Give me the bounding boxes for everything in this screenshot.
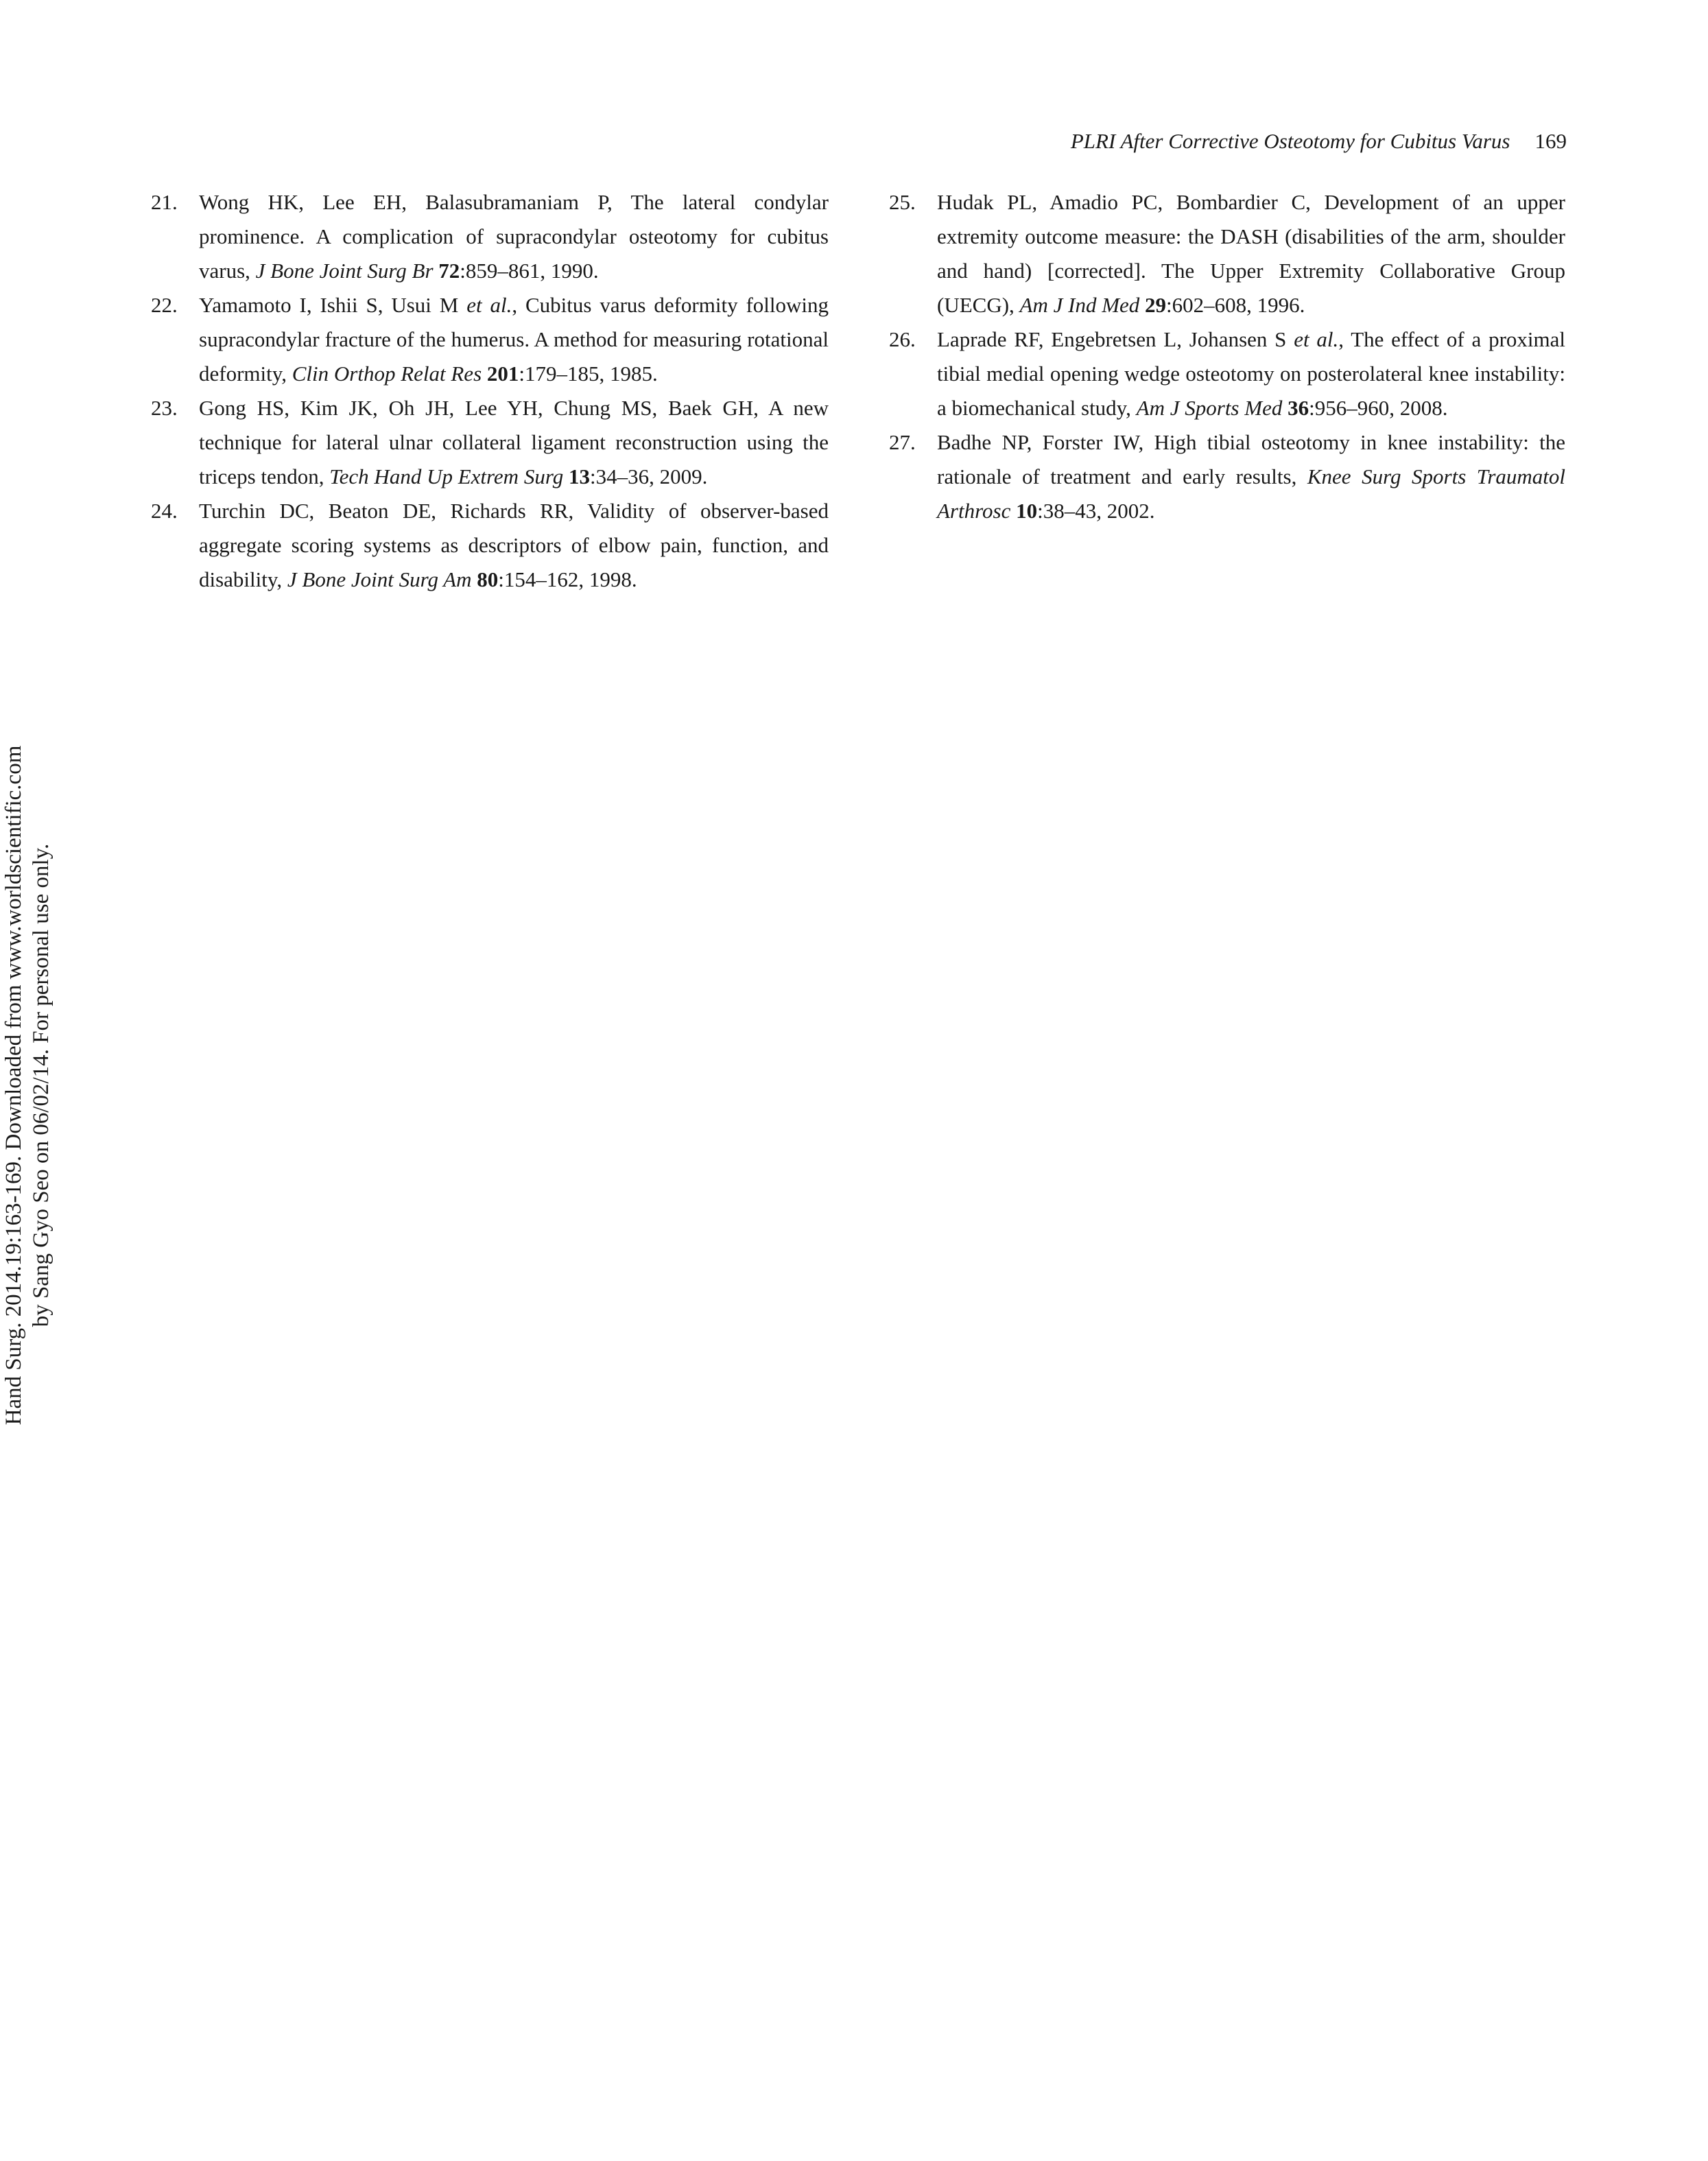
reference-et-al: et al.	[1294, 327, 1339, 351]
reference-journal: J Bone Joint Surg Br	[255, 259, 434, 283]
reference-pages: :154–162, 1998.	[498, 567, 637, 591]
reference-pages: :179–185, 1985.	[519, 362, 658, 386]
reference-et-al: et al.	[466, 293, 512, 317]
reference-volume: 72	[438, 259, 460, 283]
reference-volume: 10	[1016, 499, 1038, 523]
reference-pages: :859–861, 1990.	[460, 259, 599, 283]
reference-authors: Wong HK, Lee EH, Balasubramaniam P, The lateral condylar prominence. A complication of supracondylar osteotomy for cubitus varus,	[199, 190, 829, 283]
running-head	[1071, 128, 1567, 155]
reference-pages: :956–960, 2008.	[1309, 396, 1448, 420]
references-column-left	[151, 185, 829, 597]
reference-number: 25.	[889, 190, 916, 214]
reference-volume: 29	[1145, 293, 1167, 317]
reference-authors: Gong HS, Kim JK, Oh JH, Lee YH, Chung MS, Baek GH, A new technique for lateral ulnar collateral ligament reconstruction using the triceps tendon,	[199, 396, 829, 488]
reference-volume: 80	[477, 567, 499, 591]
download-notice	[0, 742, 55, 1428]
reference-journal: Clin Orthop Relat Res	[292, 362, 482, 386]
page-number: 169	[1534, 129, 1567, 153]
reference-item	[889, 425, 1565, 528]
reference-number: 21.	[151, 190, 178, 214]
reference-item	[151, 391, 829, 494]
reference-authors: Hudak PL, Amadio PC, Bombardier C, Development of an upper extremity outcome measure: the DASH (disabilities of the arm, shoulder and hand) [corrected]. The Upper Extremity Collaborative Group (UECG),	[937, 190, 1565, 317]
reference-journal: Tech Hand Up Extrem Surg	[329, 464, 564, 488]
download-notice-line-2: by Sang Gyo Seo on 06/02/14. For personal use only.	[29, 843, 54, 1327]
reference-number: 26.	[889, 327, 916, 351]
reference-number: 27.	[889, 430, 916, 454]
reference-journal: J Bone Joint Surg Am	[287, 567, 472, 591]
reference-item	[151, 288, 829, 391]
reference-journal: Am J Sports Med	[1136, 396, 1283, 420]
references-column-right	[889, 185, 1565, 528]
reference-authors: Laprade RF, Engebretsen L, Johansen S	[937, 327, 1287, 351]
reference-volume: 201	[486, 362, 519, 386]
reference-authors: Turchin DC, Beaton DE, Richards RR, Validity of observer-based aggregate scoring systems as descriptors of elbow pain, function, and disability,	[199, 499, 829, 591]
download-notice-line-1: Hand Surg. 2014.19:163-169. Downloaded from www.worldscientific.com	[1, 745, 26, 1426]
reference-number: 22.	[151, 293, 178, 317]
reference-item	[151, 185, 829, 288]
reference-item	[151, 494, 829, 597]
reference-pages: :34–36, 2009.	[590, 464, 708, 488]
reference-item	[889, 185, 1565, 322]
reference-journal: Knee Surg Sports Traumatol Arthrosc	[937, 464, 1566, 523]
reference-journal: Am J Ind Med	[1019, 293, 1140, 317]
reference-volume: 13	[569, 464, 590, 488]
reference-title: , Cubitus varus deformity following supracondylar fracture of the humerus. A method for measuring rotational deformity,	[199, 293, 829, 386]
reference-pages: :602–608, 1996.	[1166, 293, 1305, 317]
reference-authors: Badhe NP, Forster IW, High tibial osteotomy in knee instability: the rationale of treatment and early results,	[937, 430, 1565, 488]
reference-volume: 36	[1288, 396, 1309, 420]
reference-pages: :38–43, 2002.	[1037, 499, 1155, 523]
reference-authors: Yamamoto I, Ishii S, Usui M	[199, 293, 459, 317]
reference-number: 23.	[151, 396, 178, 420]
reference-item	[889, 322, 1565, 425]
running-title: PLRI After Corrective Osteotomy for Cubitus Varus	[1070, 129, 1510, 153]
reference-title: , The effect of a proximal tibial medial opening wedge osteotomy on posterolateral knee instability: a biomechanical study,	[937, 327, 1565, 420]
reference-number: 24.	[151, 499, 178, 523]
